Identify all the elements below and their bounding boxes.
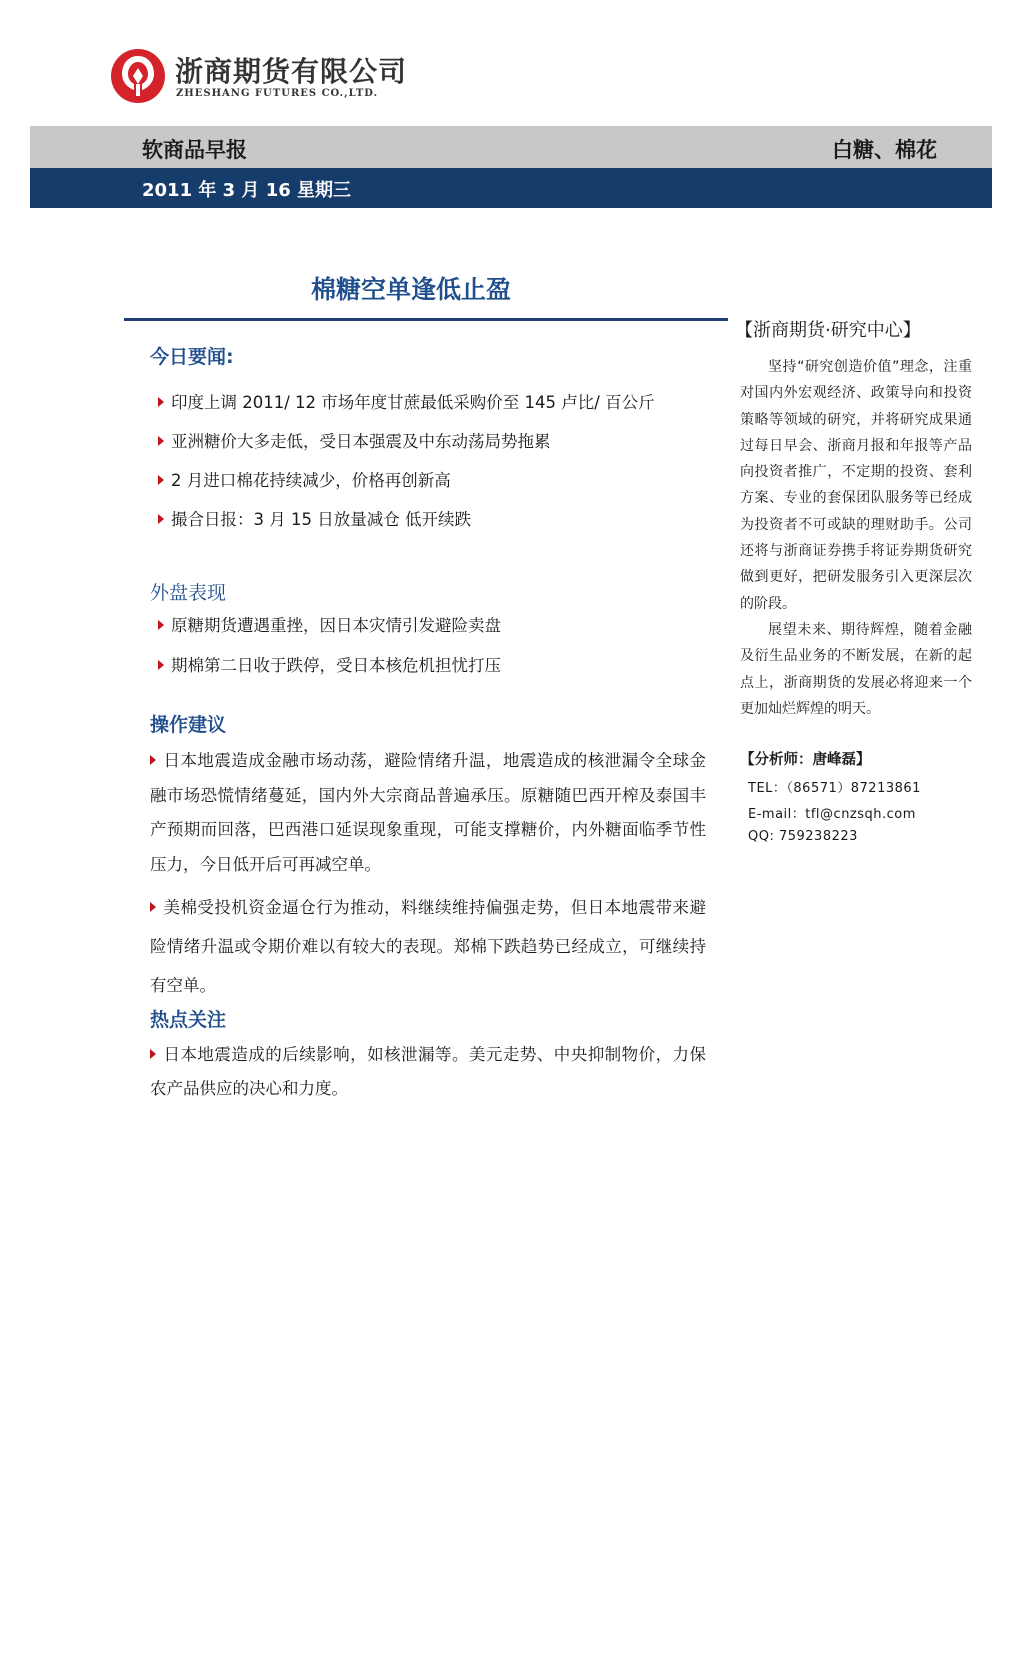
analyst-qq: QQ: 759238223 (748, 829, 858, 844)
report-topic: 白糖、棉花 (832, 138, 937, 162)
section-title-focus: 热点关注 (150, 1009, 227, 1031)
advice-paragraph-sugar: 日本地震造成金融市场动荡，避险情绪升温，地震造成的核泄漏令全球金融市场恐慌情绪蔓延，国内外大宗商品普遍承压。原糖随巴西开榨及泰国丰产预期而回落，巴西港口延误现象重现，可能支撑糖价，内外糖面临季节性压力，今日低开后可再减空单。 (150, 751, 706, 874)
sidebar-description (740, 354, 972, 722)
sidebar-paragraph: 展望未来、期待辉煌，随着金融及衍生品业务的不断发展，在新的起点上，浙商期货的发展必将迎来一个更加灿烂辉煌的明天。 (740, 621, 972, 717)
arrow-bullet-icon (150, 1049, 156, 1059)
company-logo-icon (110, 48, 166, 104)
advice-paragraph-cotton: 美棉受投机资金逼仓行为推动，料继续维持偏强走势，但日本地震带来避险情绪升温或令期价难以有较大的表现。郑棉下跌趋势已经成立，可继续持有空单。 (150, 898, 706, 995)
company-name-cn: 浙商期货有限公司 (175, 55, 408, 88)
list-item: 期棉第二日收于跌停，受日本核危机担忧打压 (158, 652, 501, 676)
arrow-bullet-icon (158, 660, 164, 670)
arrow-bullet-icon (158, 514, 164, 524)
section-title-news: 今日要闻: (150, 346, 234, 368)
section-title-external: 外盘表现 (150, 582, 227, 604)
arrow-bullet-icon (158, 397, 164, 407)
arrow-bullet-icon (158, 620, 164, 630)
report-name: 软商品早报 (142, 138, 247, 162)
list-item: 2 月进口棉花持续减少，价格再创新高 (158, 467, 451, 491)
report-date: 2011 年 3 月 16 星期三 (142, 180, 352, 201)
list-item: 原糖期货遭遇重挫，因日本灾情引发避险卖盘 (158, 612, 501, 636)
sidebar-title: 【浙商期货·研究中心】 (735, 320, 921, 341)
headline: 棉糖空单逢低止盈 (310, 275, 511, 304)
company-logo (110, 48, 410, 106)
arrow-bullet-icon (150, 755, 156, 765)
header-band-gray (30, 126, 992, 168)
arrow-bullet-icon (158, 436, 164, 446)
headline-rule (124, 318, 728, 321)
analyst-tel: TEL：（86571）87213861 (748, 781, 921, 796)
focus-paragraph: 日本地震造成的后续影响，如核泄漏等。美元走势、中央抑制物价，力保农产品供应的决心和力度。 (150, 1045, 706, 1098)
list-item: 撮合日报：3 月 15 日放量减仓 低开续跌 (158, 506, 471, 530)
header-band-blue (30, 168, 992, 208)
sidebar-paragraph: 坚持“研究创造价值”理念，注重对国内外宏观经济、政策导向和投资策略等领域的研究，并将研究成果通过每日早会、浙商月报和年报等产品向投资者推广，不定期的投资、套利方案、专业的套保团队服务等已经成为投资者不可或缺的理财助手。公司还将与浙商证券携手将证券期货研究做到更好，把研发服务引入更深层次的阶段。 (740, 359, 972, 612)
analyst-label: 【分析师：唐峰磊】 (740, 752, 871, 768)
list-item: 印度上调 2011/ 12 市场年度甘蔗最低采购价至 145 卢比/ 百公斤 (158, 389, 655, 413)
analyst-email: E-mail：tfl@cnzsqh.com (748, 807, 916, 822)
arrow-bullet-icon (150, 902, 156, 912)
section-title-advice: 操作建议 (150, 714, 227, 736)
arrow-bullet-icon (158, 475, 164, 485)
list-item: 亚洲糖价大多走低，受日本强震及中东动荡局势拖累 (158, 428, 551, 452)
company-name-en: ZHESHANG FUTURES CO.,LTD. (176, 88, 379, 99)
